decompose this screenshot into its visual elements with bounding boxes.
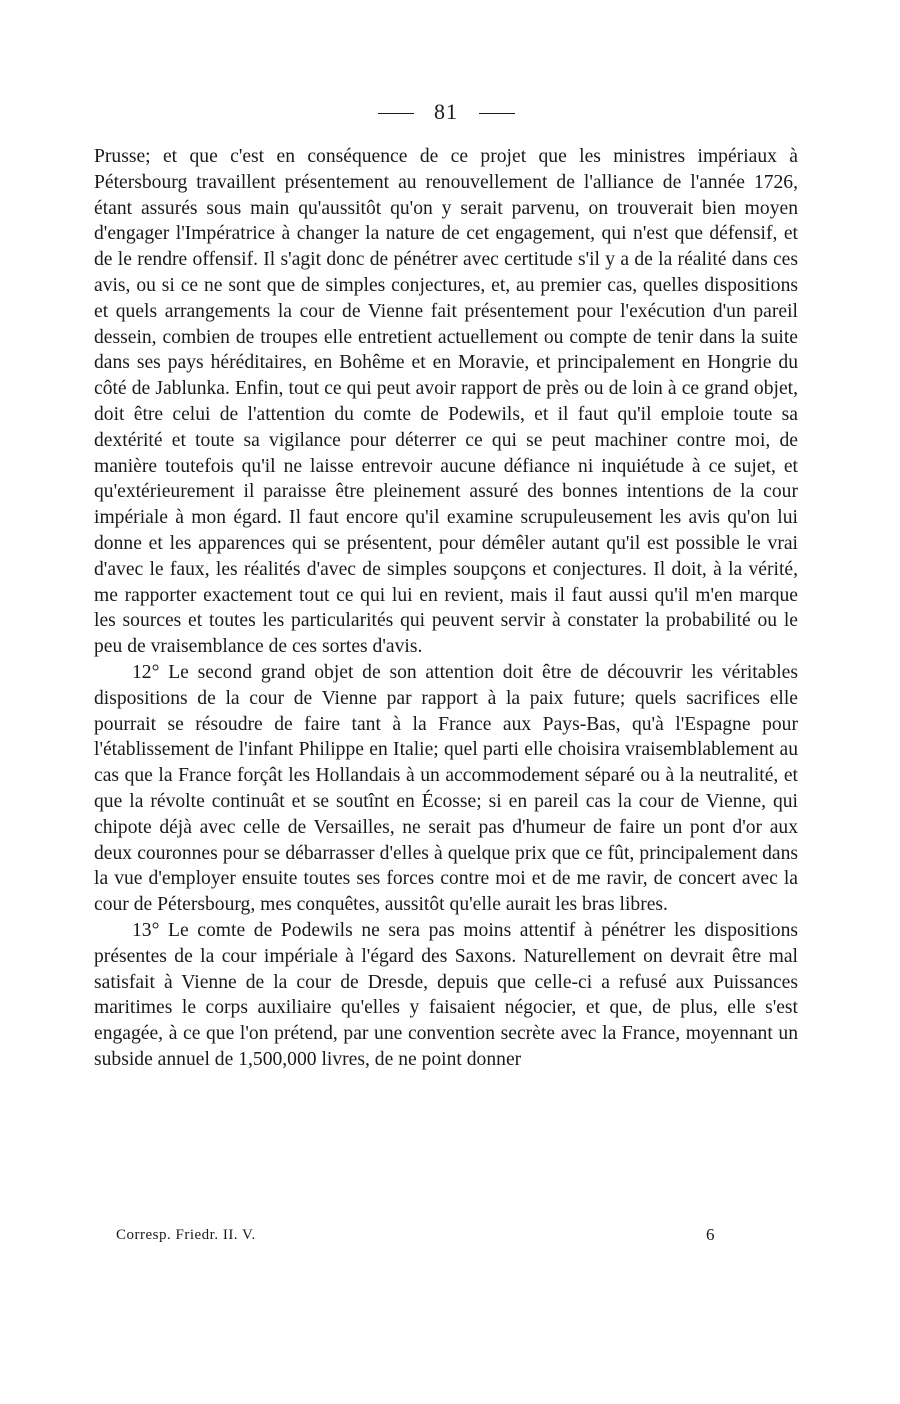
paragraph-continuation: Prusse; et que c'est en conséquence de ce projet que les ministres impériaux à Pétersbourg travaillent présentement au renouvellement de l'alliance de l'année 1726, étant assurés sous main qu'aussitôt qu'on y serait parvenu, on trouverait bien moyen d'engager l'Impératrice à changer la nature de cet engagement, qui n'est que défensif, et de le rendre offensif. Il s'agit donc de pénétrer avec certitude s'il y a de la réalité dans ces avis, ou si ce ne sont que de simples conjectures, et, au premier cas, quelles dispositions et quels arrangements la cour de Vienne fait présentement pour l'exécution d'un pareil dessein, combien de troupes elle entretient actuellement ou compte de tenir dans la suite dans ses pays héréditaires, en Bohême et en Moravie, et principalement en Hongrie du côté de Jablunka. Enfin, tout ce qui peut avoir rapport de près ou de loin à ce grand objet, doit être celui de l'attention du comte de Podewils, et il faut qu'il emploie toute sa dextérité et toute sa vigilance pour déterrer ce qui se peut machiner contre moi, de manière toutefois qu'il ne laisse entrevoir aucune défiance ni inquiétude à ce sujet, et qu'extérieurement il paraisse être pleinement assuré des bonnes intentions de la cour impériale à mon égard. Il faut encore qu'il examine scrupuleusement les avis qu'on lui donne et les apparences qui se présentent, pour démêler autant qu'il est possible le vrai d'avec le faux, les réalités d'avec de simples soupçons et conjectures. Il doit, à la vérité, me rapporter exactement tout ce qui lui en revient, mais il faut aussi qu'il m'en marque les sources et toutes les particularités qui peuvent servir à constater la probabilité ou le peu de vraisemblance de ces sortes d'avis.: [94, 146, 798, 658]
book-page: [94, 92, 798, 1073]
paragraph-article-13: 13° Le comte de Podewils ne sera pas moins attentif à pénétrer les dispositions présentes de la cour impériale à l'égard des Saxons. Naturellement on devrait être mal satisfait à Vienne de la cour de Dresde, depuis que celle-ci a refusé aux Puissances maritimes le corps auxiliaire qu'elles y faisaient négocier, et que, de plus, elle s'est engagée, à ce que l'on prétend, par une convention secrète avec la France, moyennant un subside annuel de 1,500,000 livres, de ne point donner: [94, 919, 798, 1070]
header-dash-left: [378, 113, 414, 114]
header-dash-right: [479, 113, 515, 114]
paragraph-article-12: 12° Le second grand objet de son attention doit être de découvrir les véritables dispositions de la cour de Vienne par rapport à la paix future; quels sacrifices elle pourrait se résoudre de faire tant à la France aux Pays-Bas, qu'à l'Espagne pour l'établissement de l'infant Philippe en Italie; quel parti elle choisira vraisemblablement au cas que la France forçât les Hollandais à un accommodement séparé ou à la neutralité, et que la révolte continuât et se soutînt en Écosse; si en pareil cas la cour de Vienne, qui chipote déjà avec celle de Versailles, ne serait pas d'humeur de faire un pont d'or aux deux couronnes pour se débarrasser d'elles à quelque prix que ce fût, principalement dans la vue d'employer ensuite toutes ses forces contre moi et de me ravir, de concert avec la cour de Pétersbourg, mes conquêtes, aussitôt qu'elle aurait les bras libres.: [94, 661, 798, 916]
footer-sheet-number: 6: [706, 1225, 715, 1244]
page-header: [94, 92, 798, 132]
page-number: 81: [434, 99, 458, 124]
footer-signature: Corresp. Friedr. II. V.: [116, 1227, 256, 1243]
body-text: [94, 144, 798, 1073]
